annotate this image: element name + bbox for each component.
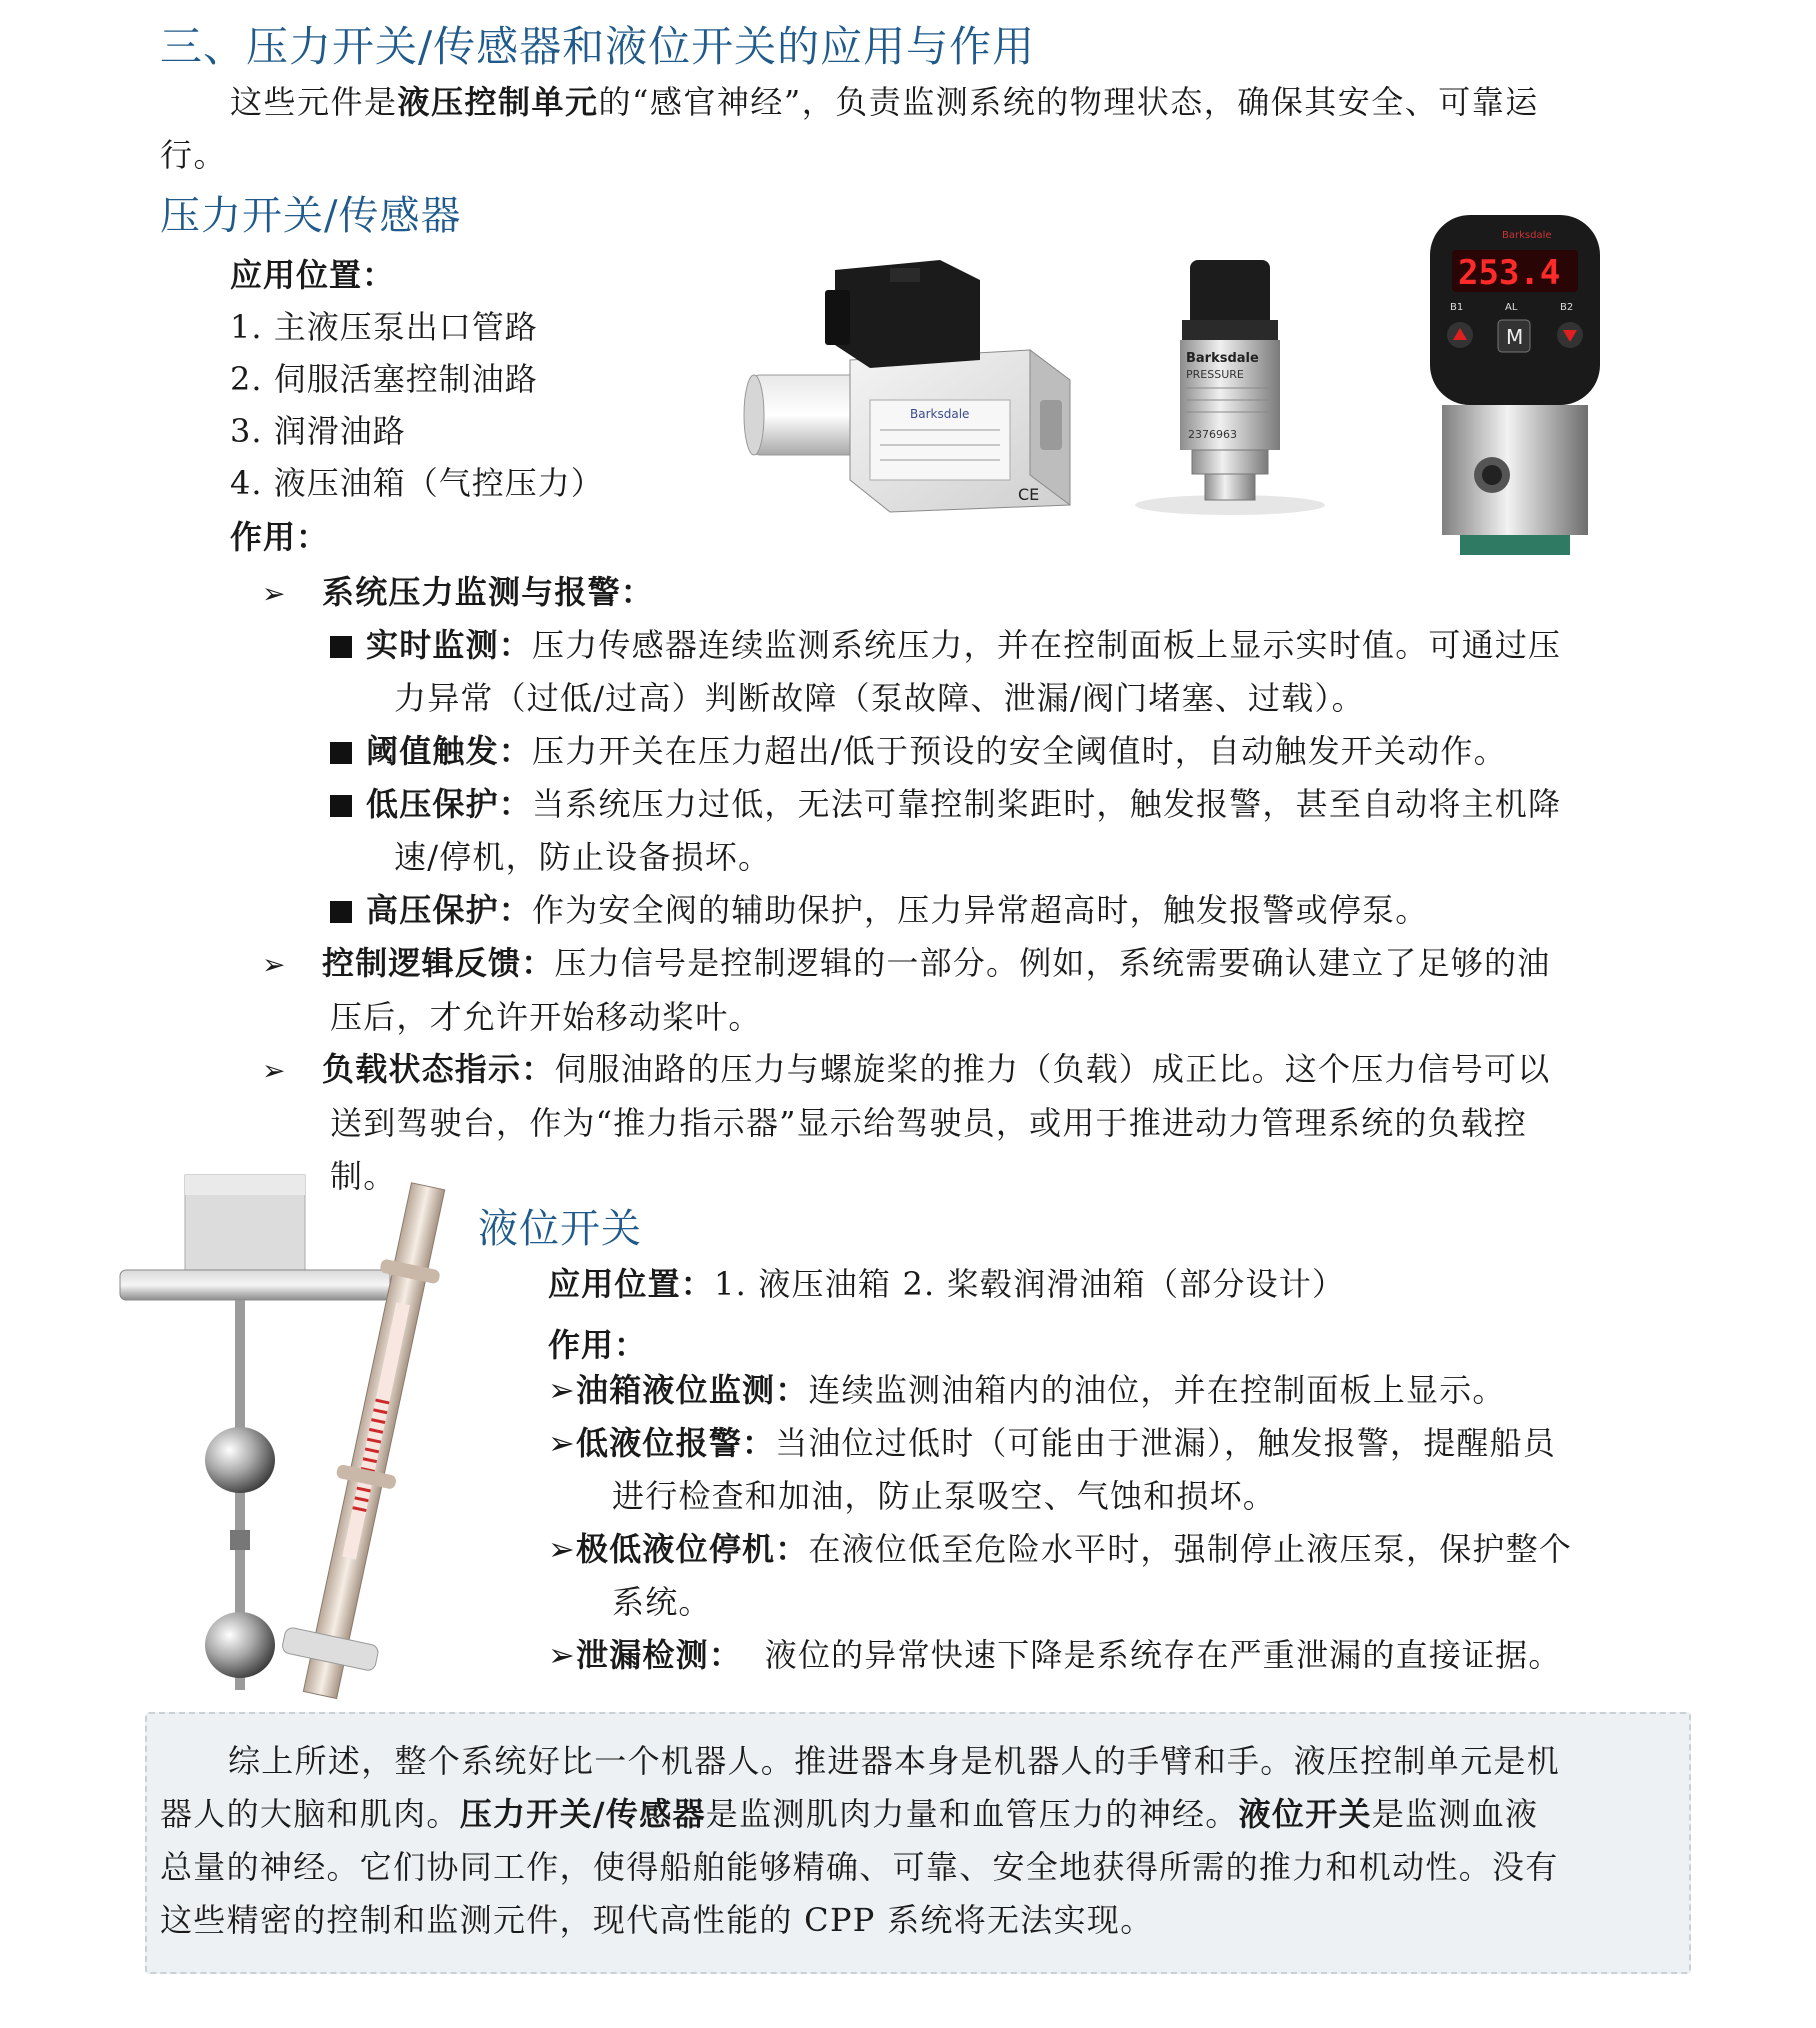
level-item-3-text2: 系统。: [612, 1583, 712, 1621]
level-item-2: [548, 1417, 1688, 1523]
sub-item-3-text1: 当系统压力过低，无法可靠控制桨距时，触发报警，甚至自动将主机降: [532, 785, 1562, 823]
pressure-bullet-2: [262, 937, 1682, 1044]
sensor-brand-text: Barksdale: [1186, 351, 1259, 366]
square-bullet-icon: [330, 901, 352, 923]
square-bullet-icon: [330, 795, 352, 817]
pressure-location-label: 应用位置：: [230, 256, 396, 294]
level-item-1-title: 油箱液位监测：: [576, 1371, 809, 1409]
pressure-bullet-3-title: 负载状态指示：: [322, 1050, 555, 1088]
pressure-bullet-2-text2: 压后，才允许开始移动桨叶。: [330, 998, 762, 1036]
sensor-label-text: PRESSURE: [1186, 368, 1244, 381]
summary-line-3: 总量的神经。它们协同工作，使得船舶能够精确、可靠、安全地获得所需的推力和机动性。没有: [160, 1848, 1559, 1886]
pressure-bullet-1: [262, 566, 654, 620]
pressure-location-3: 3. 润滑油路: [230, 412, 406, 450]
sub-item-1-title: 实时监测：: [366, 626, 533, 664]
intro-text-post: 的“感官神经”，负责监测系统的物理状态，确保其安全、可靠运: [598, 83, 1539, 121]
pressure-bullet-3-text3: 制。: [330, 1157, 397, 1195]
intro-text-pre: 这些元件是: [230, 83, 398, 121]
pressure-location-4: 4. 液压油箱（气控压力）: [230, 464, 604, 502]
pressure-bullet-1-title: 系统压力监测与报警：: [322, 573, 655, 611]
arrow-bullet-icon: ➢: [548, 1424, 577, 1462]
pressure-sub-item-3: [330, 778, 1670, 884]
level-switch-image: [110, 1170, 480, 1715]
pressure-switch-image: [740, 250, 1080, 520]
arrow-bullet-icon: ➢: [262, 948, 287, 981]
arrow-bullet-icon: ➢: [548, 1636, 577, 1674]
pressure-location-2: 2. 伺服活塞控制油路: [230, 360, 538, 398]
level-item-3: [548, 1523, 1688, 1629]
pressure-bullet-2-text1: 压力信号是控制逻辑的一部分。例如，系统需要确认建立了足够的油: [554, 944, 1551, 982]
pressure-sub-item-1: [330, 619, 1670, 725]
level-item-4-text1: 液位的异常快速下降是系统存在严重泄漏的直接证据。: [742, 1636, 1562, 1674]
level-section-heading: 液位开关: [478, 1206, 642, 1252]
sub-item-1-text2: 力异常（过低/过高）判断故障（泵故障、泄漏/阀门堵塞、过载）。: [394, 679, 1365, 717]
digital-display-value: 253.4: [1458, 253, 1561, 293]
pressure-sub-item-4: [330, 884, 1670, 937]
sub-item-1-text1: 压力传感器连续监测系统压力，并在控制面板上显示实时值。可通过压: [532, 626, 1562, 664]
level-location-line: [548, 1258, 1345, 1311]
sub-item-3-text2: 速/停机，防止设备损坏。: [394, 838, 772, 876]
intro-text-bold: 液压控制单元: [397, 83, 599, 121]
summary-line-2-post: 是监测血液: [1371, 1795, 1539, 1833]
switch-brand-text: Barksdale: [910, 407, 970, 421]
sub-item-4-text1: 作为安全阀的辅助保护，压力异常超高时，触发报警或停泵。: [532, 891, 1429, 929]
pressure-section-heading: 压力开关/传感器: [160, 193, 462, 239]
summary-line-2-bold2: 液位开关: [1238, 1795, 1372, 1833]
level-function-label: 作用：: [548, 1326, 648, 1364]
digital-brand-text: Barksdale: [1502, 230, 1552, 241]
summary-line-2-bold1: 压力开关/传感器: [459, 1795, 706, 1833]
sub-item-2-text1: 压力开关在压力超出/低于预设的安全阈值时，自动触发开关动作。: [532, 732, 1507, 770]
digital-m-text: M: [1506, 325, 1524, 349]
level-item-4-title: 泄漏检测：: [576, 1636, 743, 1674]
digital-al-text: AL: [1505, 302, 1518, 313]
level-item-3-text1: 在液位低至危险水平时，强制停止液压泵，保护整个: [808, 1530, 1573, 1568]
square-bullet-icon: [330, 742, 352, 764]
pressure-bullet-3-text1: 伺服油路的压力与螺旋桨的推力（负载）成正比。这个压力信号可以: [554, 1050, 1551, 1088]
summary-paragraph: [160, 1735, 1660, 1947]
sub-item-4-title: 高压保护：: [366, 891, 533, 929]
pressure-bullet-2-title: 控制逻辑反馈：: [322, 944, 555, 982]
sub-item-2-title: 阈值触发：: [366, 732, 533, 770]
summary-line-2: [160, 1788, 1660, 1841]
pressure-sensor-image: [1120, 250, 1340, 520]
level-item-1-text1: 连续监测油箱内的油位，并在控制面板上显示。: [808, 1371, 1506, 1409]
pressure-bullet-3-text2: 送到驾驶台，作为“推力指示器”显示给驾驶员，或用于推进动力管理系统的负载控: [330, 1104, 1528, 1142]
level-item-3-title: 极低液位停机：: [576, 1530, 809, 1568]
pressure-function-label: 作用：: [230, 518, 330, 556]
arrow-bullet-icon: ➢: [548, 1530, 577, 1568]
level-location-label: 应用位置：: [548, 1265, 715, 1303]
level-item-2-text2: 进行检查和加油，防止泵吸空、气蚀和损坏。: [612, 1477, 1277, 1515]
intro-paragraph: [160, 76, 1660, 182]
level-item-2-text1: 当油位过低时（可能由于泄漏），触发报警，提醒船员: [775, 1424, 1557, 1462]
sensor-serial-text: 2376963: [1188, 428, 1237, 441]
summary-line-4: 这些精密的控制和监测元件，现代高性能的 CPP 系统将无法实现。: [160, 1901, 1154, 1939]
summary-line-2-pre: 器人的大脑和肌肉。: [160, 1795, 460, 1833]
level-item-2-title: 低液位报警：: [576, 1424, 776, 1462]
arrow-bullet-icon: ➢: [548, 1371, 577, 1409]
ce-mark-text: CE: [1018, 485, 1040, 504]
square-bullet-icon: [330, 636, 352, 658]
summary-line-2-mid: 是监测肌肉力量和血管压力的神经。: [705, 1795, 1239, 1833]
level-item-4: [548, 1629, 1688, 1682]
page-title: 三、压力开关/传感器和液位开关的应用与作用: [160, 22, 1036, 71]
intro-text-line2: 行。: [160, 136, 228, 174]
level-item-1: [548, 1364, 1688, 1417]
summary-line-1: 综上所述，整个系统好比一个机器人。推进器本身是机器人的手臂和手。液压控制单元是机: [228, 1742, 1561, 1780]
pressure-location-1: 1. 主液压泵出口管路: [230, 308, 538, 346]
sub-item-3-title: 低压保护：: [366, 785, 533, 823]
pressure-sub-item-2: [330, 725, 1670, 778]
digital-b2-text: B2: [1560, 302, 1574, 313]
arrow-bullet-icon: ➢: [262, 577, 287, 610]
digital-b1-text: B1: [1450, 302, 1464, 313]
digital-pressure-switch-image: [1420, 210, 1610, 570]
arrow-bullet-icon: ➢: [262, 1054, 287, 1087]
level-location-values: 1. 液压油箱 2. 桨毂润滑油箱（部分设计）: [714, 1265, 1346, 1303]
